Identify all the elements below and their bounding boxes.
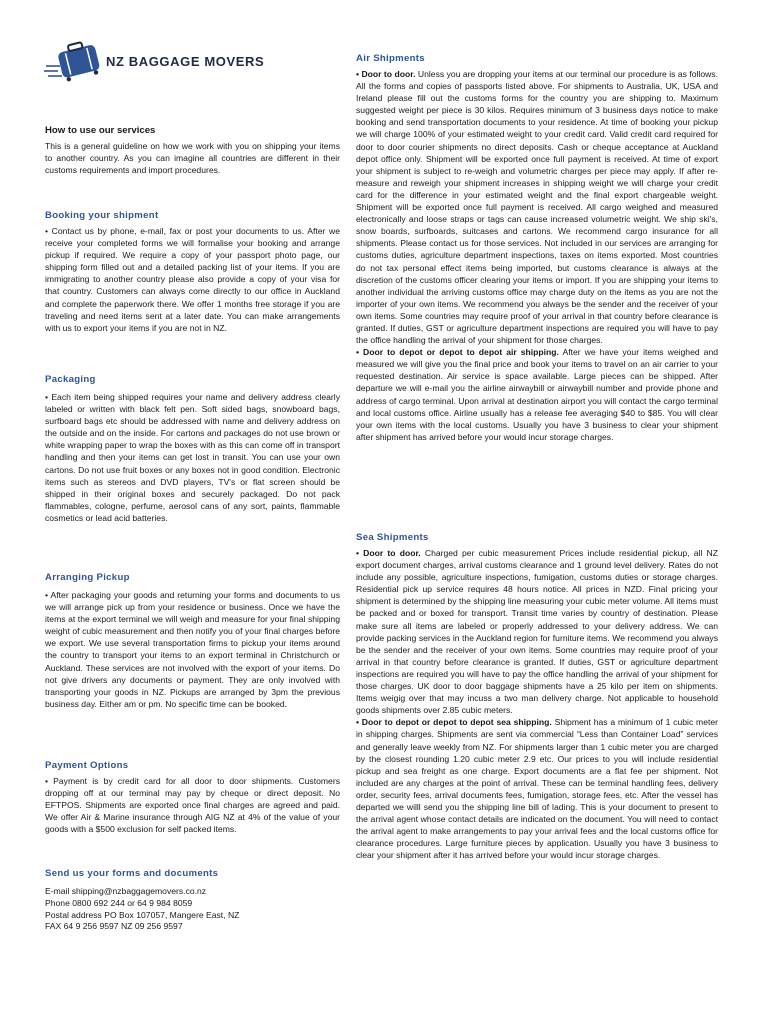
lead-text: • Door to door. — [356, 548, 421, 558]
section-body: This is a general guideline on how we work with you on shipping your items to another country. As you can imagine all countries are different in their customs requirements and import procedures. — [45, 141, 340, 176]
air-depot — [356, 346, 718, 443]
body-text: Charged per cubic measurement Prices include residential pickup, all NZ export document charges, arrival customs clearance and 1 ground level delivery. Rates do not include any possible, agriculture inspections, fumigation, customs duties or storage charges. Residential pick up service requires 48 hours notice. All prices in NZD. Final pricing your shipment is determined by the shipping line measuring your cubic meter volume. All items must be packed and or boxed for transport. Transit time varies by country of destination. Please make sure all items are labeled or properly addressed to your delivery address. We can provide packing services in the Auckland region for furniture items. We recommend you always be the sender and the receiver of your own items. Some countries may require proof of your arrival in that country before clearance is granted. If duties, GST or agriculture department inspections are required you will have to pay the office handling the arrival of your shipment for those charges. UK door to door baggage shipments have a 25 kilo per item on shipments. Items weigig over that may incuss a two man delivery charge. Not applicable to household goods shipments over 2.85 cubic meters. — [356, 548, 718, 716]
section-title: Booking your shipment — [45, 210, 159, 221]
section-packaging — [45, 374, 340, 524]
section-payment — [45, 760, 340, 835]
brand-logo — [44, 38, 294, 84]
lead-text: • Door to depot or depot to depot sea shipping. — [356, 717, 552, 728]
section-contact — [45, 868, 340, 933]
suitcase-logo-icon — [44, 38, 104, 84]
body-text: Shipment has a minimum of 1 cubic meter in shipping charges. Shipments are sent via commercial “Less than Container Load” services and generally leave weekly from NZ. For shipments larger than 1 cubic meter you are charged by the closest rounding 1.20 cubic meter 2.9 etc. Our prices to you will include residential pickup and sea freight as one charge. Export documents are a flat fee per shipment. Not included are any charges at the point of arrival. These can be terminal handling fees, delivery order, security fees, arrival documents fees, fumigation, storage fees, etc. After the vessel has departed we willl send you the shipping line bill of lading. This is your document to present to the arrival agent whose contact details are indicated on the document. You will need to contact the arrival agent to make arrangements to pay your arrival fees and the local customs office for clearance procedures. Large furniture pieces by application. Usually you have 3 business to clear your shipment after it has arrived before your would incur storage charges. — [356, 717, 719, 861]
section-body: • Payment is by credit card for all door to door shipments. Customers dropping off at our terminal may pay by cheque or direct deposit. No EFTPOS. Shipments are exported once final charges are agreed and paid. We offer Air & Marine insurance through AIG NZ at 4% of the value of your goods with a $500 exclusion for self packed items. — [45, 776, 340, 835]
section-how-to-use — [45, 125, 340, 176]
section-title: Payment Options — [45, 760, 129, 771]
contact-phone: Phone 0800 692 244 or 64 9 984 8059 — [45, 897, 193, 908]
contact-postal: Postal address PO Box 107057, Mangere East, NZ — [45, 909, 240, 920]
section-body: • After packaging your goods and returning your forms and documents to us we will arrange pick up from your residence or business. Once we have the items at the export terminal we will weigh and measure for your final shipping weight of cubic measurement and then notify you of your final charges before we export. We use several transportation firms to pickup your items around the country to transport your items to an export terminal in Christchurch or Auckland. These services are not involved with the export of your items. Do not give drivers any documents or payment. They are only involved with transporting your goods in NZ. Pickups are arranged by 3pm the previous business day. Either am or pm. No specific time can be booked. — [45, 590, 340, 709]
section-title: Sea Shipments — [356, 532, 429, 543]
section-title: Arranging Pickup — [45, 572, 130, 583]
sea-depot — [356, 716, 718, 861]
sea-door-to-door — [356, 547, 718, 716]
air-door-to-door — [356, 68, 718, 346]
section-body: • Contact us by phone, e-mail, fax or post your documents to us. After we receive your completed forms we will formalise your booking and arrange pickup if required. We require a copy of your passport photo page, our shipping form filled out and a detailed packing list of your items. If you are immigrating to another country please also provide a copy of your visa for that country. Customers can always come directly to our office in Auckland and complete the paperwork there. We offer 1 months free storage if you are traveling and need items sent at a later date. You can make arrangements with us to export your items if you are not in NZ. — [45, 226, 340, 333]
section-title: Air Shipments — [356, 53, 425, 64]
section-pickup — [45, 572, 340, 710]
contact-fax: FAX 64 9 256 9597 NZ 09 256 9597 — [45, 921, 183, 932]
section-title: Send us your forms and documents — [45, 868, 219, 879]
body-text: Unless you are dropping your items at our terminal our procedure is as follows. All the forms and copies of passports listed above. For shipments to Australia, UK, USA and Ireland please fill out the customs forms for the country you are shipping to. Maximum suggested weight per piece is 30 kilos. Requires minimum of 3 business days notice to make booking and send transportation documents to your residence. At time of booking your pickup we will charge 100% of your estimated weight to your credit card. Valid credit card required for door to door courier shipments no direct deposits. Cash or cheque acceptance at Auckland depot office only. Shipment will be exported once full payment is received. At time of export your shipment is subject to re-weigh and volumetric charges per piece may apply. If after re-measure and reweigh your shipment increases in shipping weight we will charge your credit card for the difference in your estimated weight and the final export chargeable weight. Shipment will be exported once full payment is received. All cargo weighed and measured electronically and loose straps or tags can cause increased volumetric weight. We ship ski's, snow boards, surfboards, suitcases and cartons. We recommend cargo insurance for all shipments. Please contact us for those services. Not included in our services are arranging for customs duties, agriculture department inspections, taxes on items exported. Most countries do not tax personal effect items being imported, but customs clearance is always at the discretion of the customs officer clearing your items or import. If you are shipping your items to another individual the arriving customs office may charge duty on the items as you are not the importer of your own items. We recommend you always be the sender and the receiver of your own items. Some countries may require proof of your arrival in that country before clearance is granted. If duties, GST or agriculture department inspections are required you will have to pay the office handling the arrival of your shipment for those charges. — [356, 69, 718, 346]
section-title: Packaging — [45, 374, 96, 385]
contact-email[interactable]: E-mail shipping@nzbaggagemovers.co.nz — [45, 886, 207, 896]
lead-text: • Door to door. — [356, 69, 416, 79]
body-text: After we have your items weighed and measured we will give you the final price and book your items to travel on an air carrier to your requested destination. Air service is space available. Large pieces can be shipped. After departure we will e-mail you the airline airwaybill or airwaybill number and provide phone and address of cargo terminal. Upon arrival at destination airport you will contact the cargo terminal and local customs office. Airline usually has a release fee averaging $40 to $85. You will clear your own items with the local customs. Usually you have 3 business to clear your shipment after shipment has arrived before your would incur storage charges. — [356, 347, 719, 442]
section-sea-shipments — [356, 532, 718, 861]
section-body: • Each item being shipped requires your name and delivery address clearly labeled or written with black felt pen. Soft sided bags, snowboard bags, surfboard bags etc should be addressed with name and delivery address on the outside and on the inside. For cartons and packages do not use brown or white wrapping paper to wrap the boxes with as this can come off in transport handling and then your items can get lost in transit. You can use your own cartons. Do not use fruit boxes or any boxes not in good condition. Electronic items such as stereos and DVD players, TV's or flat screen should be shipped in their original boxes and securely packaged. Do not pack flammables, cologne, perfume, aerosol cans of any sort, paints, flammable cosmetics or lead acid batteries. — [45, 392, 340, 523]
section-air-shipments — [356, 53, 718, 443]
brand-name: NZ BAGGAGE MOVERS — [106, 54, 265, 69]
lead-text: • Door to depot or depot to depot air shipping. — [356, 347, 559, 358]
section-title: How to use our services — [45, 125, 156, 136]
section-booking — [45, 210, 340, 334]
